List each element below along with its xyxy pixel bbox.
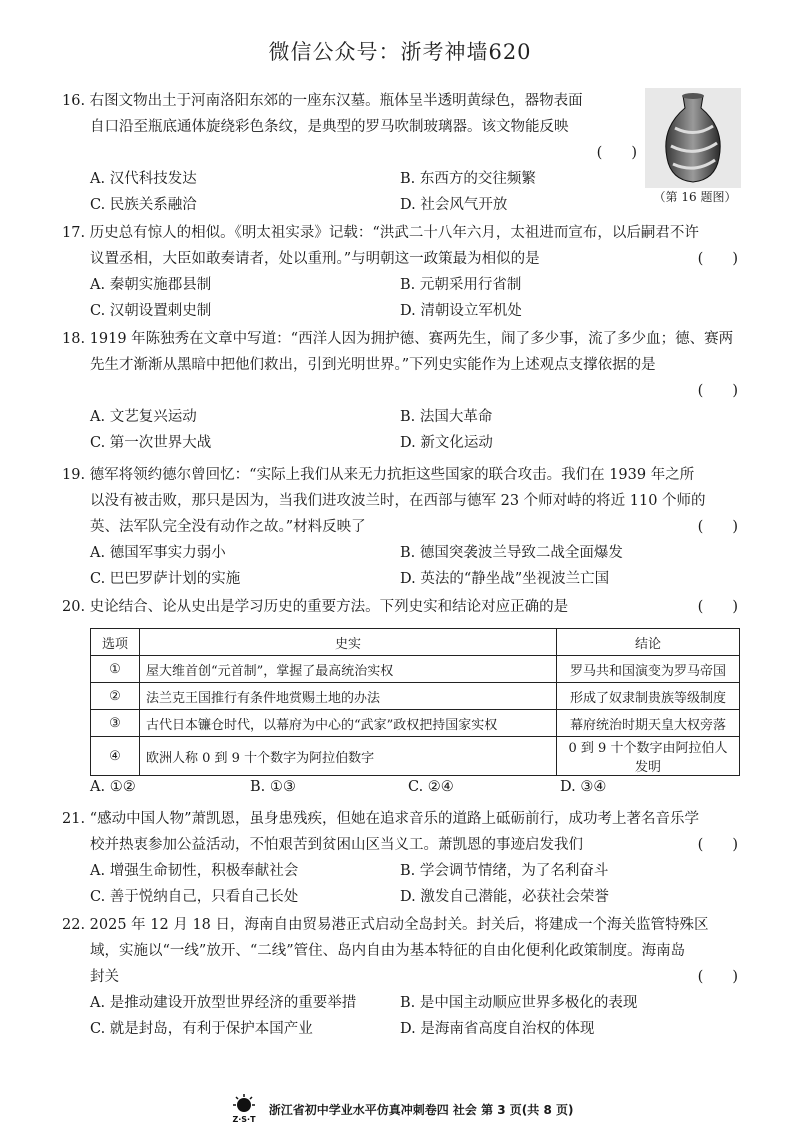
table-header: 史实 <box>140 629 557 656</box>
page-footer <box>0 1094 800 1127</box>
option-d: D. ③④ <box>560 779 607 795</box>
figure-caption: （第 16 题图） <box>653 190 737 204</box>
table-cell: 形成了奴隶制贵族等级制度 <box>557 683 740 710</box>
options-row <box>62 404 742 430</box>
answer-paren: ( ) <box>697 599 738 615</box>
table-cell: 古代日本镰仓时代，以幕府为中心的“武家”政权把持国家实权 <box>140 710 557 737</box>
question-21-line: 21. “感动中国人物”萧凯恩，虽身患残疾，但她在追求音乐的道路上砥砺前行，成功考上著名音乐学 <box>62 811 699 827</box>
page-header: 微信公众号：浙考神墙620 <box>268 40 532 64</box>
question-22-line: 封关 <box>90 969 119 985</box>
option-a: A. 文艺复兴运动 <box>90 409 197 425</box>
table-cell: ② <box>91 683 140 710</box>
table-cell: 幕府统治时期天皇大权旁落 <box>557 710 740 737</box>
table-cell: ④ <box>91 737 140 776</box>
option-d: D. 新文化运动 <box>400 435 493 451</box>
option-b: B. 学会调节情绪，为了名利奋斗 <box>400 863 609 879</box>
answer-paren: ( ) <box>697 837 738 853</box>
question-18-line: 18. 1919 年陈独秀在文章中写道：“西洋人因为拥护德、赛两先生，闹了多少事，流了多少血；德、赛两 <box>62 331 734 347</box>
options-row <box>62 990 742 1016</box>
question-18 <box>62 326 742 456</box>
answer-paren: ( ) <box>697 969 738 985</box>
table-row <box>91 710 740 737</box>
option-d: D. 激发自己潜能，必获社会荣誉 <box>400 889 609 905</box>
option-a: A. 是推动建设开放型世界经济的重要举措 <box>90 995 357 1011</box>
table-cell: 屋大维首创“元首制”，掌握了最高统治实权 <box>140 656 557 683</box>
option-b: B. ①③ <box>250 779 296 795</box>
question-16-line: 16. 右图文物出土于河南洛阳东郊的一座东汉墓。瓶体呈半透明黄绿色，器物表面 <box>62 93 583 109</box>
option-a: A. ①② <box>90 779 136 795</box>
logo-text: Z·S·T <box>231 1115 256 1124</box>
table-cell: ① <box>91 656 140 683</box>
question-21 <box>62 806 742 910</box>
table-cell: 0 到 9 十个数字由阿拉伯人发明 <box>557 737 740 776</box>
question-22-line: 域，实施以“一线”放开、“二线”管住、岛内自由为基本特征的自由化便利化政策制度。海南岛 <box>90 943 686 959</box>
answer-paren: ( ) <box>596 145 637 161</box>
question-21-line: 校并热衷参加公益活动，不怕艰苦到贫困山区当义工。萧凯恩的事迹启发我们 <box>90 837 583 853</box>
question-19-line: 以没有被击败，那只是因为，当我们进攻波兰时，在西部与德军 23 个师对峙的将近 110 个师的 <box>90 493 706 509</box>
question-20-line: 20. 史论结合、论从史出是学习历史的重要方法。下列史实和结论对应正确的是 <box>62 599 569 615</box>
question-16-line: 自口沿至瓶底通体旋绕彩色条纹，是典型的罗马吹制玻璃器。该文物能反映 <box>90 119 569 135</box>
question-22-line: 22. 2025 年 12 月 18 日，海南自由贸易港正式启动全岛封关。封关后，将建成一个海关监管特殊区 <box>62 917 709 933</box>
question-16 <box>62 88 637 218</box>
options-row <box>62 1016 742 1042</box>
options-row <box>62 566 742 592</box>
answer-paren: ( ) <box>697 519 738 535</box>
question-19-line: 英、法军队完全没有动作之故。”材料反映了 <box>90 519 366 535</box>
table-cell: ③ <box>91 710 140 737</box>
options-row <box>62 192 637 218</box>
question-17-line: 议置丞相，大臣如敢奏请者，处以重刑。”与明朝这一政策最为相似的是 <box>90 251 540 267</box>
option-d: D. 清朝设立军机处 <box>400 303 522 319</box>
option-b: B. 法国大革命 <box>400 409 493 425</box>
option-c: C. 善于悦纳自己，只看自己长处 <box>90 889 299 905</box>
option-b: B. 是中国主动顺应世界多极化的表现 <box>400 995 638 1011</box>
table-cell: 罗马共和国演变为罗马帝国 <box>557 656 740 683</box>
option-c: C. 民族关系融洽 <box>90 197 197 213</box>
options-row <box>62 298 742 324</box>
option-b: B. 德国突袭波兰导致二战全面爆发 <box>400 545 623 561</box>
footer-text: 浙江省初中学业水平仿真冲刺卷四 社会 第 3 页(共 8 页) <box>268 1103 574 1117</box>
table-row <box>91 683 740 710</box>
option-a: A. 增强生命韧性，积极奉献社会 <box>90 863 299 879</box>
table-header: 结论 <box>557 629 740 656</box>
option-d: D. 是海南省高度自治权的体现 <box>400 1021 595 1037</box>
question-22 <box>62 912 742 1042</box>
table-row <box>91 656 740 683</box>
option-a: A. 汉代科技发达 <box>90 171 197 187</box>
options-row <box>62 272 742 298</box>
option-a: A. 德国军事实力弱小 <box>90 545 226 561</box>
option-d: D. 英法的“静坐战”坐视波兰亡国 <box>400 571 610 587</box>
option-b: B. 元朝采用行省制 <box>400 277 522 293</box>
question-19 <box>62 462 742 592</box>
table-header: 选项 <box>91 629 140 656</box>
question-20 <box>62 594 742 620</box>
publisher-logo-icon <box>227 1094 261 1127</box>
history-table <box>90 628 740 776</box>
question-19-line: 19. 德军将领约德尔曾回忆：“实际上我们从来无力抗拒这些国家的联合攻击。我们在 1939 年之所 <box>62 467 695 483</box>
table-cell: 欧洲人称 0 到 9 十个数字为阿拉伯数字 <box>140 737 557 776</box>
question-17 <box>62 220 742 324</box>
option-b: B. 东西方的交往频繁 <box>400 171 536 187</box>
option-c: C. 汉朝设置刺史制 <box>90 303 212 319</box>
table-header-row <box>91 629 740 656</box>
options-row <box>62 774 742 800</box>
table-cell: 法兰克王国推行有条件地赏赐土地的办法 <box>140 683 557 710</box>
answer-paren: ( ) <box>697 383 738 399</box>
options-row <box>62 858 742 884</box>
question-17-line: 17. 历史总有惊人的相似。《明太祖实录》记载：“洪武二十八年六月，太祖进而宣布，以后嗣君不许 <box>62 225 699 241</box>
table-row <box>91 737 740 776</box>
option-c: C. 巴巴罗萨计划的实施 <box>90 571 241 587</box>
options-row <box>62 884 742 910</box>
option-c: C. 就是封岛，有利于保护本国产业 <box>90 1021 313 1037</box>
options-row <box>62 166 637 192</box>
options-row <box>62 430 742 456</box>
question-20-options <box>62 774 742 800</box>
option-c: C. ②④ <box>408 779 454 795</box>
options-row <box>62 540 742 566</box>
option-a: A. 秦朝实施郡县制 <box>90 277 212 293</box>
option-c: C. 第一次世界大战 <box>90 435 212 451</box>
answer-paren: ( ) <box>697 251 738 267</box>
question-18-line: 先生才渐渐从黑暗中把他们救出，引到光明世界。”下列史实能作为上述观点支撑依据的是 <box>90 357 656 373</box>
option-d: D. 社会风气开放 <box>400 197 508 213</box>
